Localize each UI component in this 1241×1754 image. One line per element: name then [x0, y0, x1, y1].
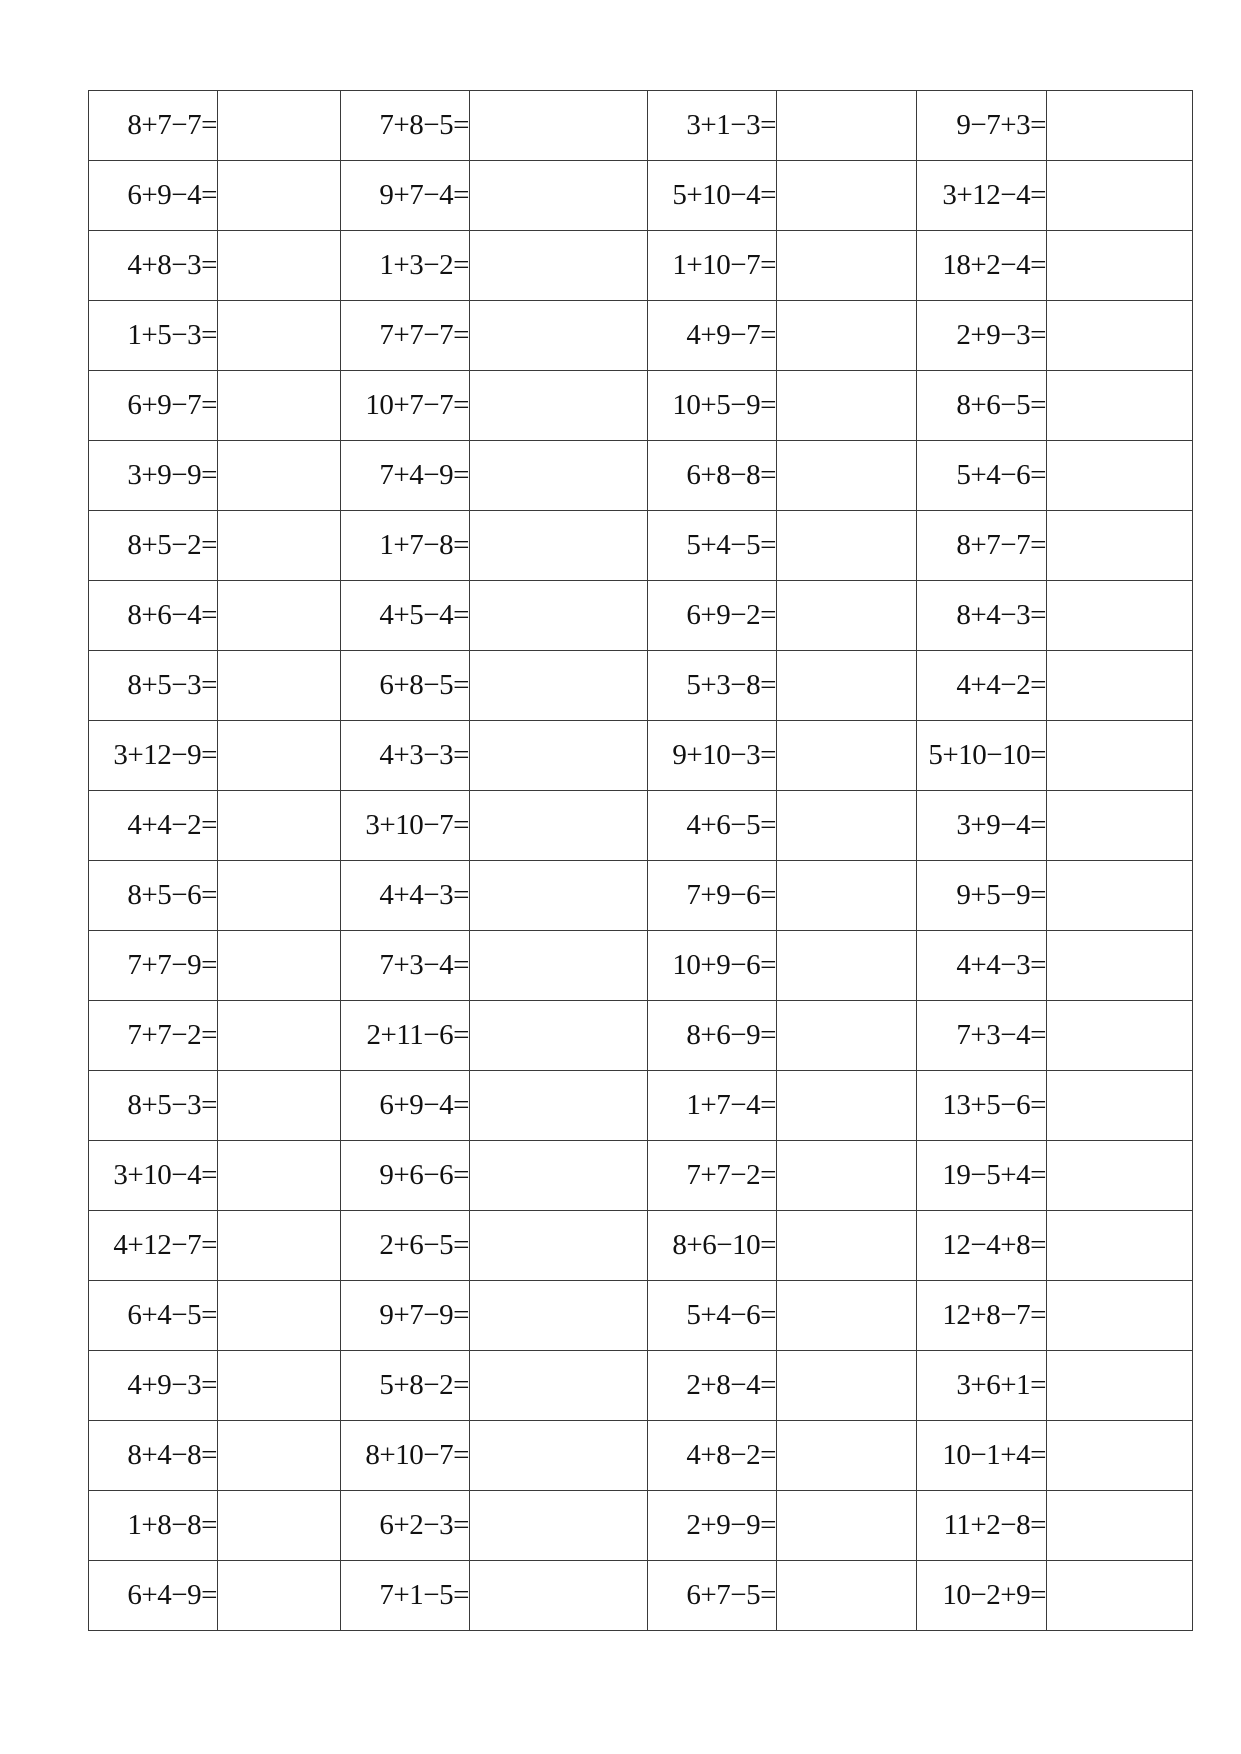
answer-cell[interactable] [470, 441, 648, 511]
answer-cell[interactable] [218, 441, 341, 511]
answer-cell[interactable] [470, 861, 648, 931]
worksheet-row [89, 1141, 1193, 1211]
answer-cell[interactable] [470, 1281, 648, 1351]
answer-cell[interactable] [777, 1421, 917, 1491]
worksheet-row [89, 791, 1193, 861]
arithmetic-worksheet-table [88, 90, 1193, 1631]
problem-expression: 9+6−6= [341, 1141, 470, 1211]
problem-expression: 4+4−2= [89, 791, 218, 861]
answer-cell[interactable] [218, 231, 341, 301]
answer-cell[interactable] [777, 1561, 917, 1631]
problem-expression: 6+4−9= [89, 1561, 218, 1631]
problem-expression: 10+7−7= [341, 371, 470, 441]
problem-expression: 8+6−4= [89, 581, 218, 651]
worksheet-row [89, 1491, 1193, 1561]
problem-expression: 2+9−9= [648, 1491, 777, 1561]
answer-cell[interactable] [777, 371, 917, 441]
problem-expression: 4+4−3= [341, 861, 470, 931]
problem-expression: 2+6−5= [341, 1211, 470, 1281]
answer-cell[interactable] [218, 371, 341, 441]
answer-cell[interactable] [777, 91, 917, 161]
problem-expression: 7+8−5= [341, 91, 470, 161]
problem-expression: 4+8−3= [89, 231, 218, 301]
answer-cell[interactable] [470, 301, 648, 371]
worksheet-row [89, 91, 1193, 161]
problem-expression: 7+9−6= [648, 861, 777, 931]
answer-cell[interactable] [218, 1071, 341, 1141]
answer-cell[interactable] [470, 1071, 648, 1141]
problem-expression: 8+5−6= [89, 861, 218, 931]
problem-expression: 5+10−4= [648, 161, 777, 231]
problem-expression: 7+7−9= [89, 931, 218, 1001]
answer-cell[interactable] [218, 301, 341, 371]
worksheet-row [89, 721, 1193, 791]
problem-expression: 6+8−8= [648, 441, 777, 511]
answer-cell[interactable] [1047, 231, 1193, 301]
problem-expression: 4+4−2= [917, 651, 1047, 721]
answer-cell[interactable] [1047, 371, 1193, 441]
worksheet-row [89, 1211, 1193, 1281]
answer-cell[interactable] [470, 791, 648, 861]
answer-cell[interactable] [1047, 721, 1193, 791]
problem-expression: 4+6−5= [648, 791, 777, 861]
answer-cell[interactable] [470, 1421, 648, 1491]
worksheet-row [89, 861, 1193, 931]
answer-cell[interactable] [470, 721, 648, 791]
answer-cell[interactable] [218, 161, 341, 231]
answer-cell[interactable] [218, 1281, 341, 1351]
problem-expression: 12−4+8= [917, 1211, 1047, 1281]
answer-cell[interactable] [1047, 1281, 1193, 1351]
problem-expression: 5+8−2= [341, 1351, 470, 1421]
problem-expression: 8+10−7= [341, 1421, 470, 1491]
problem-expression: 5+4−6= [648, 1281, 777, 1351]
problem-expression: 2+8−4= [648, 1351, 777, 1421]
answer-cell[interactable] [218, 1351, 341, 1421]
problem-expression: 10+9−6= [648, 931, 777, 1001]
problem-expression: 8+7−7= [89, 91, 218, 161]
problem-expression: 8+5−2= [89, 511, 218, 581]
worksheet-row [89, 1071, 1193, 1141]
problem-expression: 8+6−10= [648, 1211, 777, 1281]
problem-expression: 8+5−3= [89, 651, 218, 721]
problem-expression: 5+4−6= [917, 441, 1047, 511]
problem-expression: 18+2−4= [917, 231, 1047, 301]
answer-cell[interactable] [470, 1351, 648, 1421]
problem-expression: 19−5+4= [917, 1141, 1047, 1211]
problem-expression: 8+4−8= [89, 1421, 218, 1491]
worksheet-row [89, 1351, 1193, 1421]
problem-expression: 4+4−3= [917, 931, 1047, 1001]
problem-expression: 9−7+3= [917, 91, 1047, 161]
answer-cell[interactable] [218, 861, 341, 931]
problem-expression: 3+10−4= [89, 1141, 218, 1211]
answer-cell[interactable] [777, 1071, 917, 1141]
problem-expression: 3+12−4= [917, 161, 1047, 231]
answer-cell[interactable] [777, 441, 917, 511]
problem-expression: 6+4−5= [89, 1281, 218, 1351]
answer-cell[interactable] [218, 1141, 341, 1211]
worksheet-row [89, 301, 1193, 371]
answer-cell[interactable] [1047, 581, 1193, 651]
answer-cell[interactable] [470, 91, 648, 161]
problem-expression: 3+12−9= [89, 721, 218, 791]
answer-cell[interactable] [218, 791, 341, 861]
answer-cell[interactable] [777, 1001, 917, 1071]
answer-cell[interactable] [1047, 1001, 1193, 1071]
problem-expression: 8+6−9= [648, 1001, 777, 1071]
worksheet-row [89, 651, 1193, 721]
answer-cell[interactable] [218, 581, 341, 651]
answer-cell[interactable] [470, 1141, 648, 1211]
problem-expression: 3+10−7= [341, 791, 470, 861]
problem-expression: 9+5−9= [917, 861, 1047, 931]
problem-expression: 8+6−5= [917, 371, 1047, 441]
answer-cell[interactable] [218, 651, 341, 721]
worksheet-body [89, 91, 1193, 1631]
answer-cell[interactable] [777, 1281, 917, 1351]
worksheet-row [89, 231, 1193, 301]
problem-expression: 10−1+4= [917, 1421, 1047, 1491]
worksheet-row [89, 441, 1193, 511]
worksheet-row [89, 161, 1193, 231]
problem-expression: 6+9−2= [648, 581, 777, 651]
answer-cell[interactable] [777, 511, 917, 581]
problem-expression: 7+3−4= [341, 931, 470, 1001]
problem-expression: 1+7−4= [648, 1071, 777, 1141]
answer-cell[interactable] [777, 1491, 917, 1561]
problem-expression: 2+11−6= [341, 1001, 470, 1071]
problem-expression: 4+3−3= [341, 721, 470, 791]
answer-cell[interactable] [777, 161, 917, 231]
problem-expression: 3+9−9= [89, 441, 218, 511]
answer-cell[interactable] [1047, 1421, 1193, 1491]
problem-expression: 1+8−8= [89, 1491, 218, 1561]
worksheet-row [89, 931, 1193, 1001]
answer-cell[interactable] [777, 721, 917, 791]
answer-cell[interactable] [1047, 1211, 1193, 1281]
worksheet-row [89, 1281, 1193, 1351]
answer-cell[interactable] [777, 791, 917, 861]
answer-cell[interactable] [777, 651, 917, 721]
problem-expression: 9+10−3= [648, 721, 777, 791]
answer-cell[interactable] [218, 91, 341, 161]
problem-expression: 8+5−3= [89, 1071, 218, 1141]
problem-expression: 5+4−5= [648, 511, 777, 581]
answer-cell[interactable] [777, 1141, 917, 1211]
problem-expression: 3+9−4= [917, 791, 1047, 861]
problem-expression: 2+9−3= [917, 301, 1047, 371]
problem-expression: 5+3−8= [648, 651, 777, 721]
problem-expression: 7+4−9= [341, 441, 470, 511]
problem-expression: 8+7−7= [917, 511, 1047, 581]
answer-cell[interactable] [218, 721, 341, 791]
problem-expression: 5+10−10= [917, 721, 1047, 791]
problem-expression: 4+9−3= [89, 1351, 218, 1421]
answer-cell[interactable] [1047, 1561, 1193, 1631]
answer-cell[interactable] [1047, 441, 1193, 511]
answer-cell[interactable] [218, 1491, 341, 1561]
problem-expression: 4+9−7= [648, 301, 777, 371]
answer-cell[interactable] [1047, 511, 1193, 581]
answer-cell[interactable] [470, 1211, 648, 1281]
worksheet-row [89, 1001, 1193, 1071]
answer-cell[interactable] [470, 371, 648, 441]
problem-expression: 4+8−2= [648, 1421, 777, 1491]
answer-cell[interactable] [218, 931, 341, 1001]
worksheet-row [89, 581, 1193, 651]
answer-cell[interactable] [777, 301, 917, 371]
problem-expression: 6+8−5= [341, 651, 470, 721]
worksheet-row [89, 511, 1193, 581]
problem-expression: 3+6+1= [917, 1351, 1047, 1421]
problem-expression: 6+2−3= [341, 1491, 470, 1561]
problem-expression: 4+12−7= [89, 1211, 218, 1281]
problem-expression: 1+10−7= [648, 231, 777, 301]
answer-cell[interactable] [218, 1421, 341, 1491]
answer-cell[interactable] [777, 1351, 917, 1421]
answer-cell[interactable] [470, 1001, 648, 1071]
problem-expression: 8+4−3= [917, 581, 1047, 651]
problem-expression: 4+5−4= [341, 581, 470, 651]
answer-cell[interactable] [1047, 161, 1193, 231]
answer-cell[interactable] [218, 1561, 341, 1631]
answer-cell[interactable] [777, 1211, 917, 1281]
answer-cell[interactable] [470, 231, 648, 301]
problem-expression: 7+7−7= [341, 301, 470, 371]
problem-expression: 9+7−4= [341, 161, 470, 231]
answer-cell[interactable] [1047, 791, 1193, 861]
answer-cell[interactable] [777, 861, 917, 931]
problem-expression: 7+3−4= [917, 1001, 1047, 1071]
problem-expression: 11+2−8= [917, 1491, 1047, 1561]
problem-expression: 10−2+9= [917, 1561, 1047, 1631]
problem-expression: 12+8−7= [917, 1281, 1047, 1351]
answer-cell[interactable] [470, 931, 648, 1001]
worksheet-row [89, 1421, 1193, 1491]
answer-cell[interactable] [1047, 1071, 1193, 1141]
answer-cell[interactable] [777, 581, 917, 651]
problem-expression: 13+5−6= [917, 1071, 1047, 1141]
answer-cell[interactable] [470, 161, 648, 231]
answer-cell[interactable] [1047, 91, 1193, 161]
answer-cell[interactable] [1047, 1141, 1193, 1211]
answer-cell[interactable] [1047, 301, 1193, 371]
problem-expression: 1+7−8= [341, 511, 470, 581]
problem-expression: 7+7−2= [89, 1001, 218, 1071]
problem-expression: 6+9−7= [89, 371, 218, 441]
answer-cell[interactable] [777, 231, 917, 301]
problem-expression: 7+1−5= [341, 1561, 470, 1631]
answer-cell[interactable] [1047, 931, 1193, 1001]
problem-expression: 9+7−9= [341, 1281, 470, 1351]
answer-cell[interactable] [1047, 1351, 1193, 1421]
answer-cell[interactable] [470, 511, 648, 581]
answer-cell[interactable] [218, 511, 341, 581]
problem-expression: 7+7−2= [648, 1141, 777, 1211]
problem-expression: 6+7−5= [648, 1561, 777, 1631]
answer-cell[interactable] [777, 931, 917, 1001]
answer-cell[interactable] [218, 1211, 341, 1281]
answer-cell[interactable] [1047, 1491, 1193, 1561]
answer-cell[interactable] [470, 651, 648, 721]
problem-expression: 6+9−4= [89, 161, 218, 231]
worksheet-row [89, 371, 1193, 441]
problem-expression: 6+9−4= [341, 1071, 470, 1141]
problem-expression: 1+3−2= [341, 231, 470, 301]
answer-cell[interactable] [470, 1561, 648, 1631]
problem-expression: 1+5−3= [89, 301, 218, 371]
answer-cell[interactable] [1047, 861, 1193, 931]
answer-cell[interactable] [470, 581, 648, 651]
answer-cell[interactable] [470, 1491, 648, 1561]
worksheet-row [89, 1561, 1193, 1631]
problem-expression: 3+1−3= [648, 91, 777, 161]
problem-expression: 10+5−9= [648, 371, 777, 441]
answer-cell[interactable] [1047, 651, 1193, 721]
answer-cell[interactable] [218, 1001, 341, 1071]
